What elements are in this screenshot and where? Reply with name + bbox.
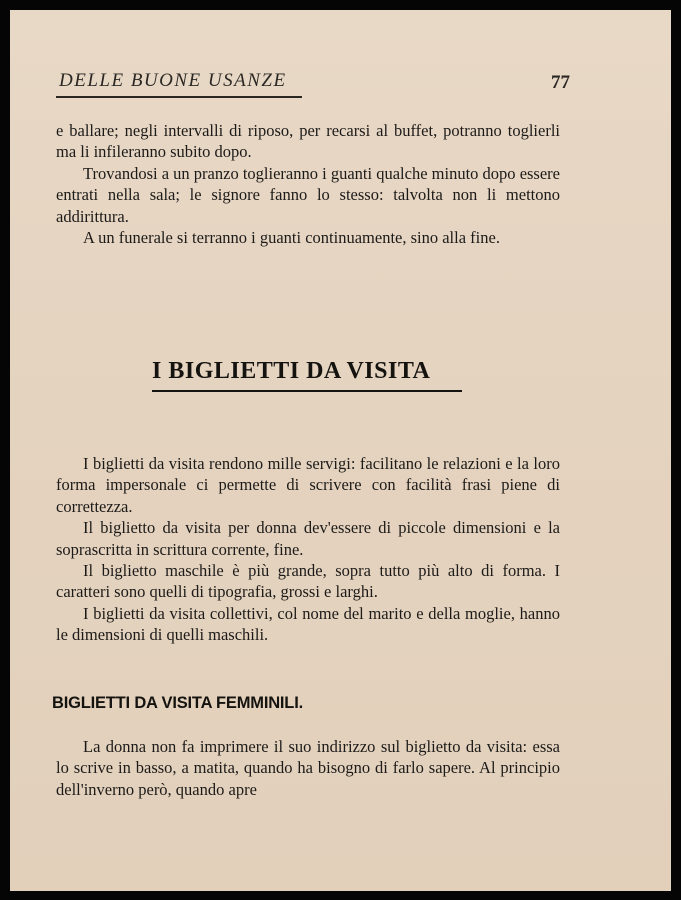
paragraph: A un funerale si terranno i guanti continuamente, sino alla fine. <box>83 228 500 248</box>
text-block-biglietti <box>56 453 560 646</box>
paragraph: I biglietti da visita rendono mille servigi: facilitano le relazioni e la loro forma impersonale ci permette di scrivere con facilità frasi piene di correttezza. <box>56 454 560 516</box>
paragraph: Il biglietto maschile è più grande, sopra tutto più alto di forma. I caratteri sono quelli di tipografia, grossi e larghi. <box>56 561 560 602</box>
running-title-underline <box>56 96 302 98</box>
page-header <box>56 70 570 102</box>
text-block-femminili <box>56 736 560 800</box>
book-page <box>10 10 671 891</box>
paragraph: e ballare; negli intervalli di riposo, per recarsi al buffet, potranno toglierli ma li infileranno subito dopo. <box>56 121 560 162</box>
page-number: 77 <box>551 72 570 93</box>
running-title: DELLE BUONE USANZE <box>59 70 287 91</box>
paragraph: La donna non fa imprimere il suo indirizzo sul biglietto da visita: essa lo scrive in basso, a matita, quando ha bisogno di farlo sapere. Al principio dell'inverno però, quando apre <box>56 737 560 799</box>
section-title-underline <box>152 390 462 392</box>
paragraph: Trovandosi a un pranzo toglieranno i guanti qualche minuto dopo essere entrati nella sala; le signore fanno lo stesso: talvolta non li mettono addirittura. <box>56 163 560 226</box>
paragraph: Il biglietto da visita per donna dev'essere di piccole dimensioni e la soprascritta in scrittura corrente, fine. <box>56 518 560 559</box>
text-block-guanti <box>56 120 560 248</box>
paragraph: I biglietti da visita collettivi, col nome del marito e della moglie, hanno le dimensioni di quelli maschili. <box>56 603 560 645</box>
section-title: I BIGLIETTI DA VISITA <box>152 358 431 384</box>
subsection-title: BIGLIETTI DA VISITA FEMMINILI. <box>52 694 303 712</box>
